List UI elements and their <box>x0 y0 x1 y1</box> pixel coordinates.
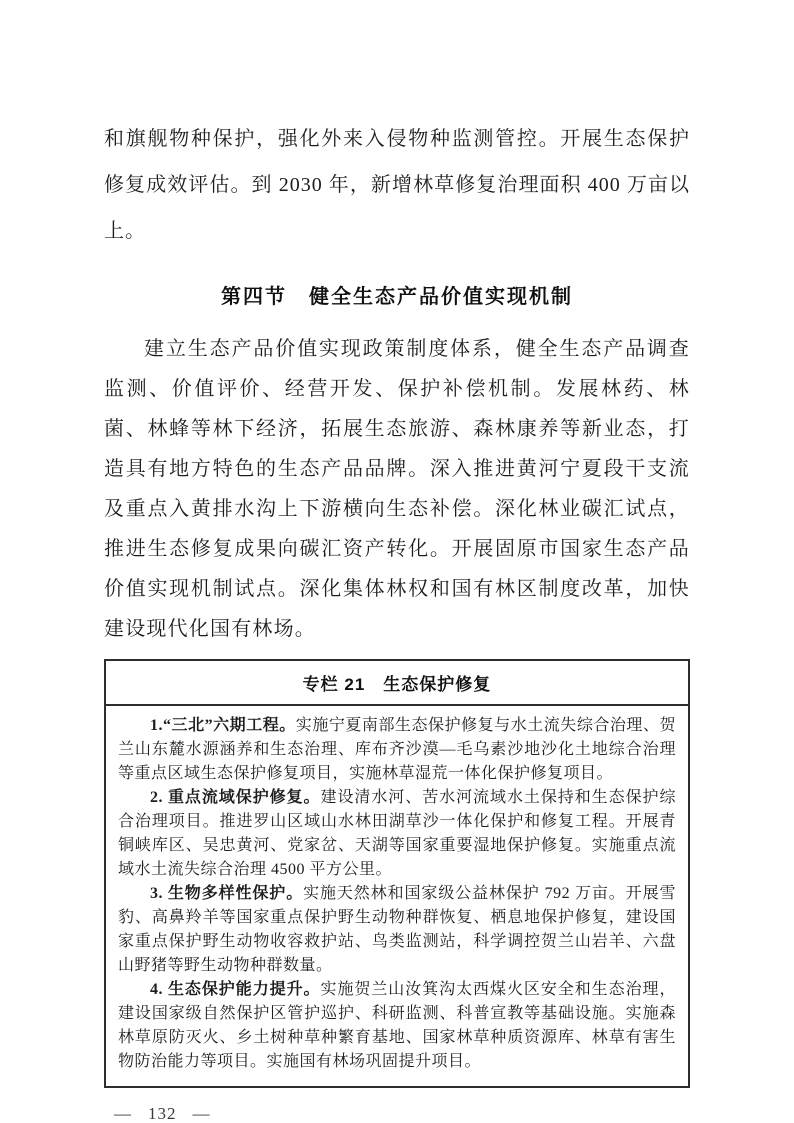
callout-box-item <box>118 786 676 882</box>
item-lead: 1.“三北”六期工程。 <box>150 717 296 734</box>
item-lead: 4. 生态保护能力提升。 <box>150 981 321 998</box>
page-number: 132 <box>148 1104 177 1123</box>
item-body: 实施宁夏南部生态保护修复与水土流失综合治理、贺兰山东麓水源涵养和生态治理、库布齐沙漠—毛乌素沙地沙化土地综合治理等重点区域生态保护修复项目，实施林草湿荒一体化保护修复项目。 <box>118 717 676 782</box>
callout-box-item <box>118 978 676 1074</box>
callout-box-item <box>118 882 676 978</box>
section-heading: 第四节 健全生态产品价值实现机制 <box>221 286 573 308</box>
callout-box-title: 专栏 21 生态保护修复 <box>106 661 688 706</box>
page-footer <box>0 1088 794 1123</box>
intro-paragraph: 和旗舰物种保护，强化外来入侵物种监测管控。开展生态保护修复成效评估。到 2030 年，新增林草修复治理面积 400 万亩以上。 <box>104 128 690 242</box>
item-body: 实施天然林和国家级公益林保护 792 万亩。开展雪豹、高鼻羚羊等国家重点保护野生动物种群恢复、栖息地保护修复，建设国家重点保护野生动物收容救护站、鸟类监测站，科学调控贺兰山岩羊、六盘山野猪等野生动物种群数量。 <box>118 885 676 974</box>
page-number-dash-left: — <box>114 1104 132 1123</box>
callout-box-body <box>106 706 688 1086</box>
item-lead: 3. 生物多样性保护。 <box>150 885 304 902</box>
page-number-dash-right: — <box>192 1104 211 1123</box>
callout-box-item <box>118 714 676 786</box>
callout-box <box>104 659 690 1088</box>
item-body: 实施贺兰山汝箕沟太西煤火区安全和生态治理，建设国家级自然保护区管护巡护、科研监测、科普宣教等基础设施。实施森林草原防灭火、乡土树种草种繁育基地、国家林草种质资源库、林草有害生物防治能力等项目。实施国有林场巩固提升项目。 <box>118 981 676 1070</box>
item-body: 建设清水河、苦水河流域水土保持和生态保护综合治理项目。推进罗山区域山水林田湖草沙一体化保护和修复工程。开展青铜峡库区、吴忠黄河、党家岔、天湖等国家重要湿地保护修复。实施重点流域水土流失综合治理 4500 平方公里。 <box>118 789 676 878</box>
section-paragraph: 建立生态产品价值实现政策制度体系，健全生态产品调查监测、价值评价、经营开发、保护补偿机制。发展林药、林菌、林蜂等林下经济，拓展生态旅游、森林康养等新业态，打造具有地方特色的生态产品品牌。深入推进黄河宁夏段干支流及重点入黄排水沟上下游横向生态补偿。深化林业碳汇试点，推进生态修复成果向碳汇资产转化。开展固原市国家生态产品价值实现机制试点。深化集体林权和国有林区制度改革，加快建设现代化国有林场。 <box>104 338 690 640</box>
item-lead: 2. 重点流域保护修复。 <box>150 789 321 806</box>
